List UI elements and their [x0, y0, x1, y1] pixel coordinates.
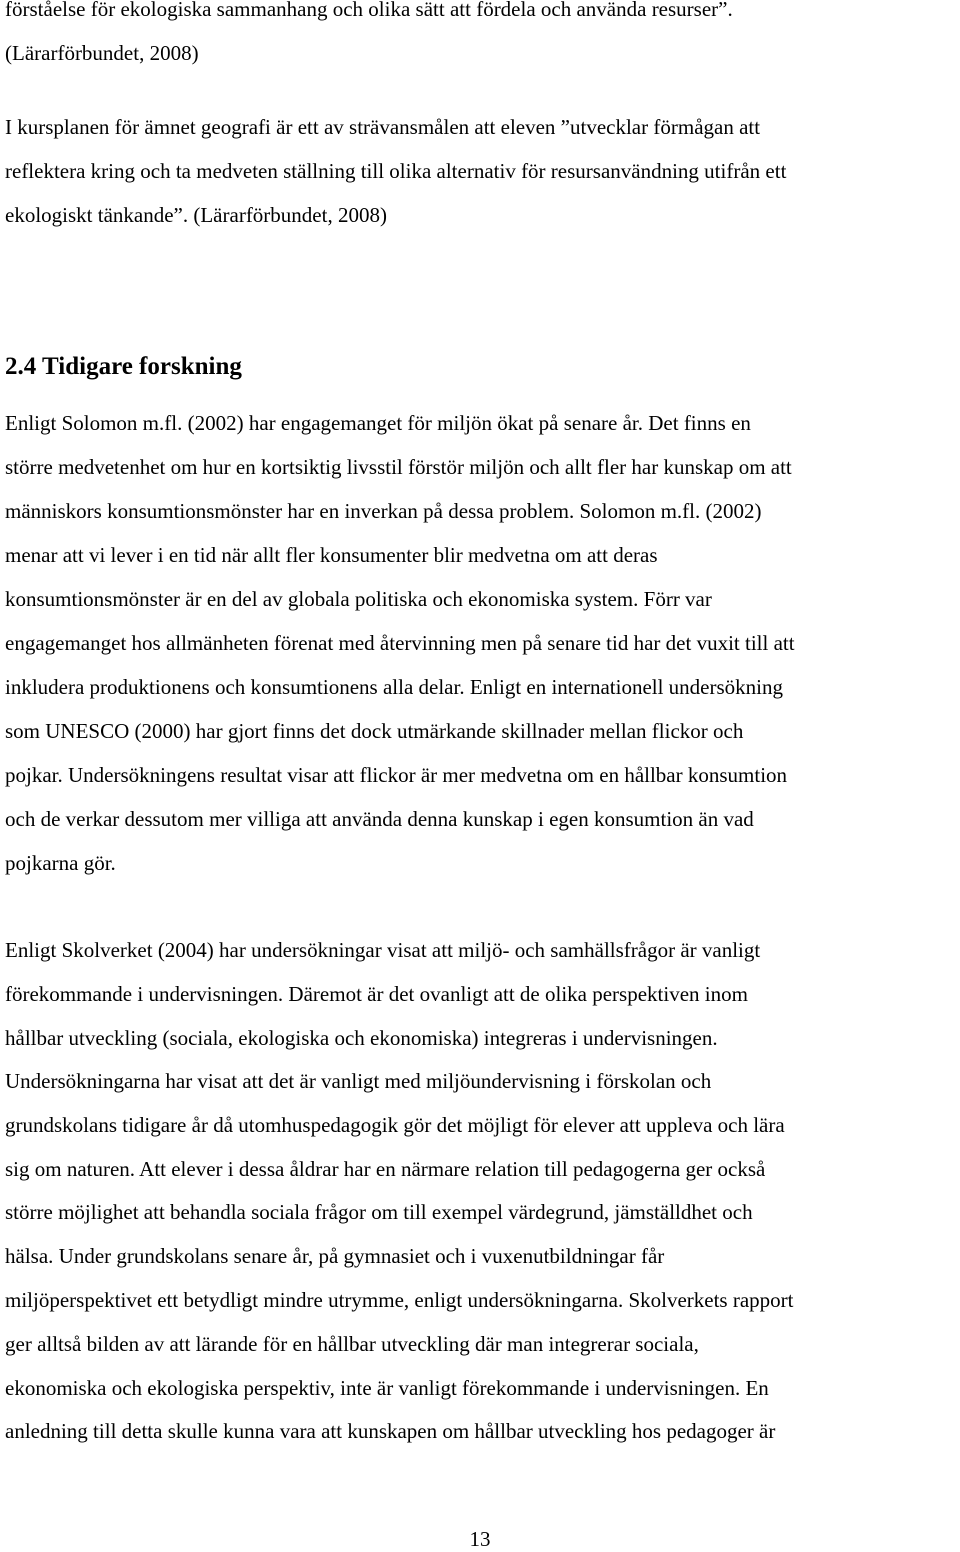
text-line: anledning till detta skulle kunna vara att kunskapen om hållbar utveckling hos pedagoger är: [5, 1419, 776, 1443]
text-line: hållbar utveckling (sociala, ekologiska och ekonomiska) integreras i undervisningen.: [5, 1026, 718, 1050]
text-line: större möjlighet att behandla sociala frågor om till exempel värdegrund, jämställdhet och: [5, 1200, 753, 1224]
text-line: miljöperspektivet ett betydligt mindre utrymme, enligt undersökningarna. Skolverkets rapport: [5, 1288, 794, 1312]
text-line: pojkarna gör.: [5, 851, 116, 875]
text-line: I kursplanen för ämnet geografi är ett av strävansmålen att eleven ”utvecklar förmågan att: [5, 115, 761, 139]
text-line: förståelse för ekologiska sammanhang och olika sätt att fördela och använda resurser”.: [5, 0, 733, 21]
text-line: (Lärarförbundet, 2008): [5, 41, 199, 65]
text-line: Enligt Solomon m.fl. (2002) har engagemanget för miljön ökat på senare år. Det finns en: [5, 411, 751, 435]
text-line: menar att vi lever i en tid när allt fler konsumenter blir medvetna om att deras: [5, 543, 658, 567]
text-line: konsumtionsmönster är en del av globala politiska och ekonomiska system. Förr var: [5, 587, 712, 611]
text-line: ekonomiska och ekologiska perspektiv, inte är vanligt förekommande i undervisningen. En: [5, 1376, 769, 1400]
text-line: Undersökningarna har visat att det är vanligt med miljöundervisning i förskolan och: [5, 1069, 712, 1093]
text-line: inkludera produktionens och konsumtionens alla delar. Enligt en internationell undersökning: [5, 675, 784, 699]
text-line: pojkar. Undersökningens resultat visar att flickor är mer medvetna om en hållbar konsumtion: [5, 763, 788, 787]
text-line: ger alltså bilden av att lärande för en hållbar utveckling där man integrerar sociala,: [5, 1332, 699, 1356]
text-line: ekologiskt tänkande”. (Lärarförbundet, 2008): [5, 203, 387, 227]
text-line: människors konsumtionsmönster har en inverkan på dessa problem. Solomon m.fl. (2002): [5, 499, 762, 523]
text-line: Enligt Skolverket (2004) har undersökningar visat att miljö- och samhällsfrågor är vanligt: [5, 938, 761, 962]
section-heading: 2.4 Tidigare forskning: [5, 353, 242, 380]
text-line: som UNESCO (2000) har gjort finns det dock utmärkande skillnader mellan flickor och: [5, 719, 744, 743]
text-line: hälsa. Under grundskolans senare år, på gymnasiet och i vuxenutbildningar får: [5, 1244, 665, 1268]
text-line: reflektera kring och ta medveten ställning till olika alternativ för resursanvändning utifrån ett: [5, 159, 787, 183]
text-line: grundskolans tidigare år då utomhuspedagogik gör det möjligt för elever att uppleva och lära: [5, 1113, 785, 1137]
text-line: och de verkar dessutom mer villiga att använda denna kunskap i egen konsumtion än vad: [5, 807, 754, 831]
page-number: 13: [469, 1527, 491, 1551]
text-line: förekommande i undervisningen. Däremot är det ovanligt att de olika perspektiven inom: [5, 982, 748, 1006]
text-line: större medvetenhet om hur en kortsiktig livsstil förstör miljön och allt fler har kunskap om att: [5, 455, 792, 479]
text-line: engagemanget hos allmänheten förenat med återvinning men på senare tid har det vuxit till att: [5, 631, 795, 655]
text-line: sig om naturen. Att elever i dessa åldrar har en närmare relation till pedagogerna ger också: [5, 1157, 766, 1181]
